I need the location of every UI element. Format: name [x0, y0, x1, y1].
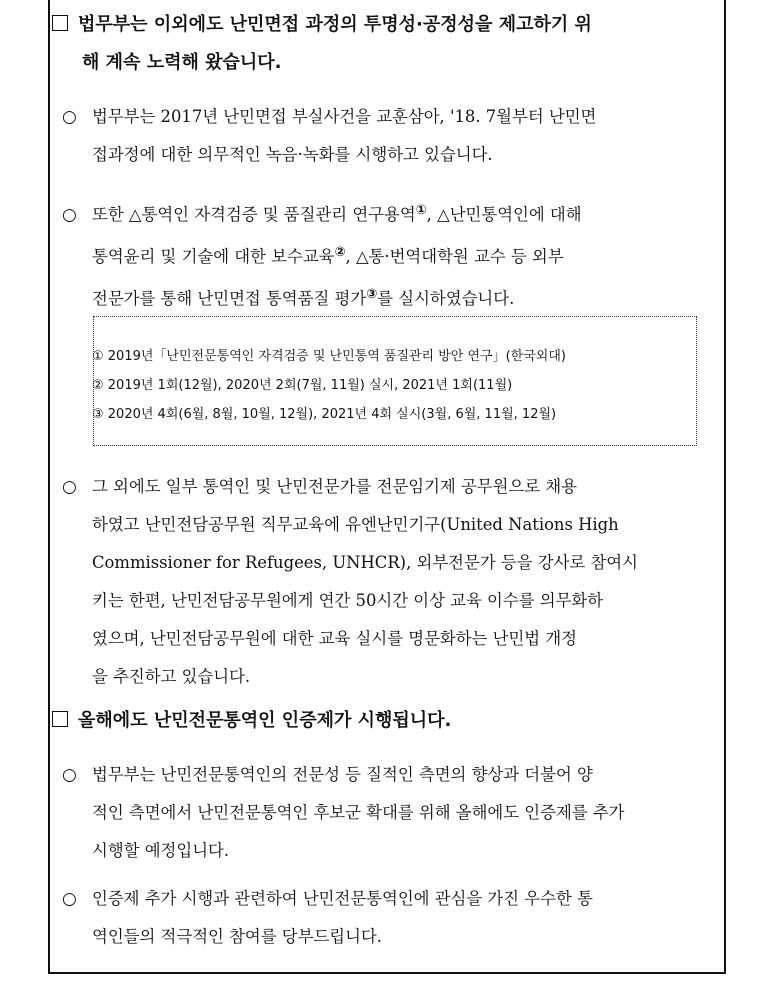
bullet-text-line: 역인들의 적극적인 참여를 당부드립니다. [92, 927, 383, 946]
bullet-text-line: 하였고 난민전담공무원 직무교육에 유엔난민기구(United Nations High [92, 515, 619, 534]
bullet-interpreter-quality [62, 192, 722, 318]
bullet-text-line: , △난민통역인에 대해 [426, 205, 582, 224]
footnote-mark-1: ① [415, 203, 427, 218]
bullet-text-line: 를 실시하였습니다. [377, 289, 515, 308]
bullet-certification-plan [62, 756, 722, 870]
section1-heading-line2: 해 계속 노력해 왔습니다. [82, 52, 282, 73]
bullet-text-line: Commissioner for Refugees, UNHCR), 외부전문가 등을 강사로 참여시 [92, 553, 638, 572]
circle-bullet-icon: ○ [62, 205, 77, 225]
square-bullet-icon [52, 711, 68, 727]
bullet-participation-request [62, 880, 722, 956]
section2-heading-text: 올해에도 난민전문통역인 인증제가 시행됩니다. [78, 710, 452, 731]
footnote-mark-3: ③ [366, 287, 378, 302]
bullet-text-line: 접과정에 대한 의무적인 녹음·녹화를 시행하고 있습니다. [92, 145, 493, 164]
bullet-staff-training [62, 468, 722, 696]
circle-bullet-icon: ○ [62, 477, 77, 497]
bullet-text-line: , △통·번역대학원 교수 등 외부 [345, 247, 564, 266]
bullet-text-line: 을 추진하고 있습니다. [92, 667, 251, 686]
bullet-recording [62, 98, 722, 174]
section1-heading [52, 6, 724, 82]
bullet-text-line: 통역윤리 및 기술에 대한 보수교육 [92, 247, 335, 266]
footnote-mark-2: ② [334, 245, 346, 260]
footnote-2: ② 2019년 1회(12월), 2020년 2회(7월, 11월) 실시, 2021년 1회(11월) [92, 378, 513, 393]
footnote-box [93, 316, 697, 446]
bullet-text-line: 인증제 추가 시행과 관련하여 난민전문통역인에 관심을 가진 우수한 통 [92, 889, 593, 908]
circle-bullet-icon: ○ [62, 765, 77, 785]
bullet-text-line: 법무부는 2017년 난민면접 부실사건을 교훈삼아, '18. 7월부터 난민면 [92, 107, 597, 126]
footnote-1: ① 2019년「난민전문통역인 자격검증 및 난민통역 품질관리 방안 연구」(한국외대) [92, 349, 566, 364]
bullet-text-line: 전문가를 통해 난민면접 통역품질 평가 [92, 289, 367, 308]
circle-bullet-icon: ○ [62, 889, 77, 909]
bullet-text-line: 법무부는 난민전문통역인의 전문성 등 질적인 측면의 향상과 더불어 양 [92, 765, 593, 784]
section2-heading [52, 702, 724, 740]
section1-heading-line1: 법무부는 이외에도 난민면접 과정의 투명성·공정성을 제고하기 위 [78, 14, 592, 35]
bullet-text-line: 적인 측면에서 난민전문통역인 후보군 확대를 위해 올해에도 인증제를 추가 [92, 803, 625, 822]
bullet-text-line: 였으며, 난민전담공무원에 대한 교육 실시를 명문화하는 난민법 개정 [92, 629, 578, 648]
bullet-text-line: 그 외에도 일부 통역인 및 난민전문가를 전문임기제 공무원으로 채용 [92, 477, 578, 496]
footnote-3: ③ 2020년 4회(6월, 8월, 10월, 12월), 2021년 4회 실시(3월, 6월, 11월, 12월) [92, 407, 557, 422]
square-bullet-icon [52, 15, 68, 31]
bullet-text-line: 또한 △통역인 자격검증 및 품질관리 연구용역 [92, 205, 416, 224]
bullet-text-line: 키는 한편, 난민전담공무원에게 연간 50시간 이상 교육 이수를 의무화하 [92, 591, 604, 610]
circle-bullet-icon: ○ [62, 107, 77, 127]
bullet-text-line: 시행할 예정입니다. [92, 841, 230, 860]
